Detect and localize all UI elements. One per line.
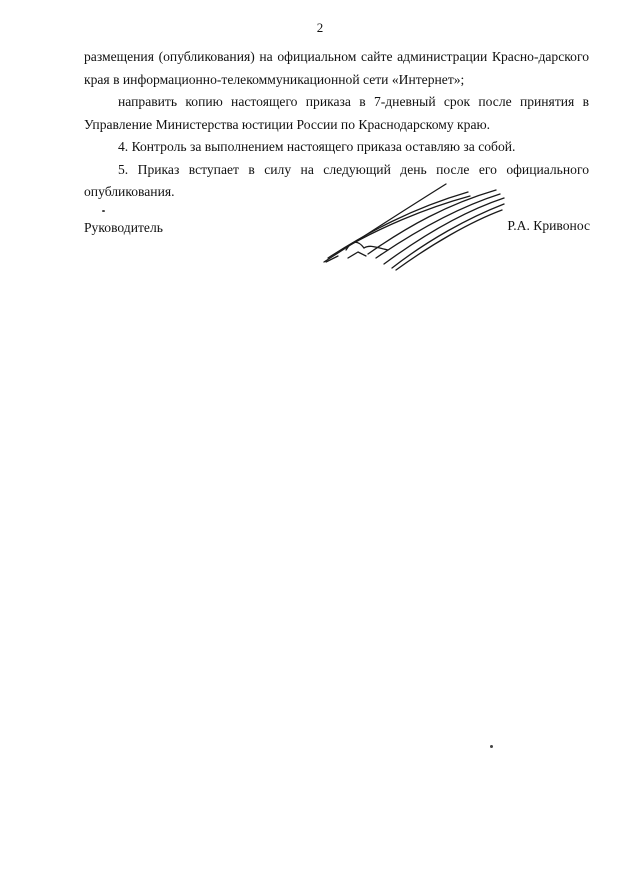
paragraph-item-4: 4. Контроль за выполнением настоящего приказа оставляю за собой. [118,139,516,154]
scan-speck [490,745,493,748]
paragraph-item-5: 5. Приказ вступает в силу на следующий день после его официального опубликования. [84,161,589,199]
scan-speck [102,210,105,212]
signatory-title: Руководитель [84,220,163,235]
handwritten-signature [318,178,508,274]
paragraph-continuation: размещения (опубликования) на официальном сайте администрации Красно-дарского края в информационно-телекоммуникационной сети «Интернет»; [84,49,589,87]
signatory-name: Р.А. Кривонос [507,218,590,233]
page-number: 2 [316,20,324,35]
paragraph-send-copy: направить копию настоящего приказа в 7-дневный срок после принятия в Управление Министерства юстиции России по Краснодарскому краю. [84,94,589,132]
